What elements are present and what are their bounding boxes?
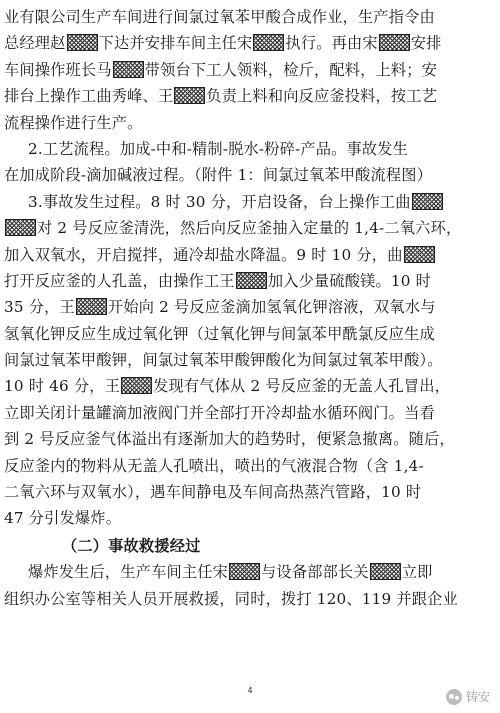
text-segment: 安排 bbox=[410, 34, 442, 53]
text-line bbox=[4, 215, 496, 241]
text-line bbox=[4, 4, 496, 30]
text-segment: 车间操作班长马 bbox=[4, 60, 112, 79]
section-heading bbox=[4, 533, 496, 559]
text-segment: 二氧六环与双氧水），遇车间静电及车间高热蒸汽管路，10 时 bbox=[4, 483, 422, 502]
redaction-box bbox=[174, 87, 205, 104]
watermark-label: 铸安 bbox=[465, 690, 490, 704]
text-line bbox=[4, 294, 496, 320]
text-segment: 对 2 号反应釜清洗，然后向反应釜抽入定量的 1,4-二氧六环， bbox=[37, 219, 462, 238]
text-segment: 3.事故发生过程。8 时 30 分，开启设备，台上操作工曲 bbox=[28, 192, 411, 211]
text-segment: 在加成阶段-滴加碱液过程。（附件 1：间氯过氧苯甲酸流程图） bbox=[4, 166, 433, 185]
text-segment: 发现有气体从 2 号反应釜的无盖人孔冒出， bbox=[153, 377, 450, 396]
text-segment: 下达并安排车间主任宋 bbox=[98, 34, 253, 53]
text-line bbox=[4, 426, 496, 452]
text-segment: 加入双氧水，开启搅拌，通冷却盐水降温。9 时 10 分，曲 bbox=[4, 245, 403, 264]
paragraph-first-line bbox=[4, 559, 496, 585]
text-segment: 间氯过氧苯甲酸钾，间氯过氧苯甲酸钾酸化为间氯过氧苯甲酸）。 bbox=[4, 351, 443, 370]
text-segment: 打开反应釜的人孔盖，由操作工王 bbox=[4, 271, 235, 290]
redaction-box bbox=[236, 272, 267, 289]
text-line bbox=[4, 30, 496, 56]
redaction-box bbox=[5, 219, 36, 236]
text-segment: 2.工艺流程。加成-中和-精制-脱水-粉碎-产品。事故发生 bbox=[28, 139, 409, 158]
redaction-box bbox=[253, 34, 284, 51]
text-segment: 组织办公室等相关人员开展救援，同时，拨打 120、119 并跟企业 bbox=[4, 589, 458, 608]
text-line bbox=[4, 268, 496, 294]
watermark bbox=[446, 688, 490, 705]
text-segment: 立即 bbox=[401, 563, 433, 582]
paragraph-first-line bbox=[4, 189, 496, 215]
text-segment: 执行。再由宋 bbox=[285, 34, 378, 53]
redaction-box bbox=[121, 377, 152, 394]
text-segment: 反应釜内的物料从无盖人孔喷出，喷出的气液混合物（含 1,4- bbox=[4, 456, 424, 475]
text-segment: 10 时 46 分，王 bbox=[4, 377, 121, 396]
text-segment: 到 2 号反应釜气体溢出有逐渐加大的趋势时，便紧急撤离。随后， bbox=[4, 430, 455, 449]
text-segment: 加入少量硫酸镁。10 时 bbox=[267, 271, 432, 290]
text-segment: 业有限公司生产车间进行间氯过氧苯甲酸合成作业，生产指令由 bbox=[4, 8, 435, 26]
text-line bbox=[4, 242, 496, 268]
redaction-box bbox=[76, 298, 107, 315]
redaction-box bbox=[404, 246, 435, 263]
redaction-box bbox=[229, 563, 260, 580]
text-segment: （二）事故救援经过 bbox=[62, 536, 201, 555]
text-line bbox=[4, 479, 496, 505]
redaction-box bbox=[379, 34, 410, 51]
text-line bbox=[4, 83, 496, 109]
text-line bbox=[4, 347, 496, 373]
text-segment: 开始向 2 号反应釜滴加氢氧化钾溶液，双氧水与 bbox=[107, 298, 436, 317]
text-segment: 排台上操作工曲秀峰、王 bbox=[4, 87, 174, 106]
text-line bbox=[4, 453, 496, 479]
text-line bbox=[4, 110, 496, 136]
text-line bbox=[4, 162, 496, 188]
page-number: 4 bbox=[247, 686, 253, 695]
text-line bbox=[4, 586, 496, 612]
text-segment: 47 分引发爆炸。 bbox=[4, 509, 122, 528]
text-line bbox=[4, 57, 496, 83]
redaction-box bbox=[67, 34, 98, 51]
redaction-box bbox=[113, 61, 144, 78]
redaction-box bbox=[412, 193, 443, 210]
text-segment: 与设备部部长关 bbox=[261, 563, 369, 582]
text-segment: 负责上料和向反应釜投料，按工艺 bbox=[206, 87, 438, 106]
text-segment: 35 分，王 bbox=[4, 298, 75, 317]
text-segment: 总经理赵 bbox=[4, 34, 66, 53]
paragraph-first-line bbox=[4, 136, 496, 162]
text-line bbox=[4, 400, 496, 426]
text-segment: 流程操作进行生产。 bbox=[4, 113, 143, 132]
wechat-icon bbox=[446, 689, 462, 705]
text-line bbox=[4, 321, 496, 347]
text-segment: 氢氧化钾反应生成过氧化钾（过氧化钾与间氯苯甲酰氯反应生成 bbox=[4, 324, 435, 343]
text-line bbox=[4, 373, 496, 399]
text-segment: 爆炸发生后，生产车间主任宋 bbox=[28, 563, 229, 582]
redaction-box bbox=[370, 563, 401, 580]
document-body bbox=[4, 4, 496, 612]
text-segment: 带领台下工人领料，检斤，配料，上料；安 bbox=[144, 60, 438, 79]
text-line bbox=[4, 505, 496, 531]
text-segment: 立即关闭计量罐滴加液阀门并全部打开冷却盐水循环阀门。当看 bbox=[4, 403, 435, 422]
